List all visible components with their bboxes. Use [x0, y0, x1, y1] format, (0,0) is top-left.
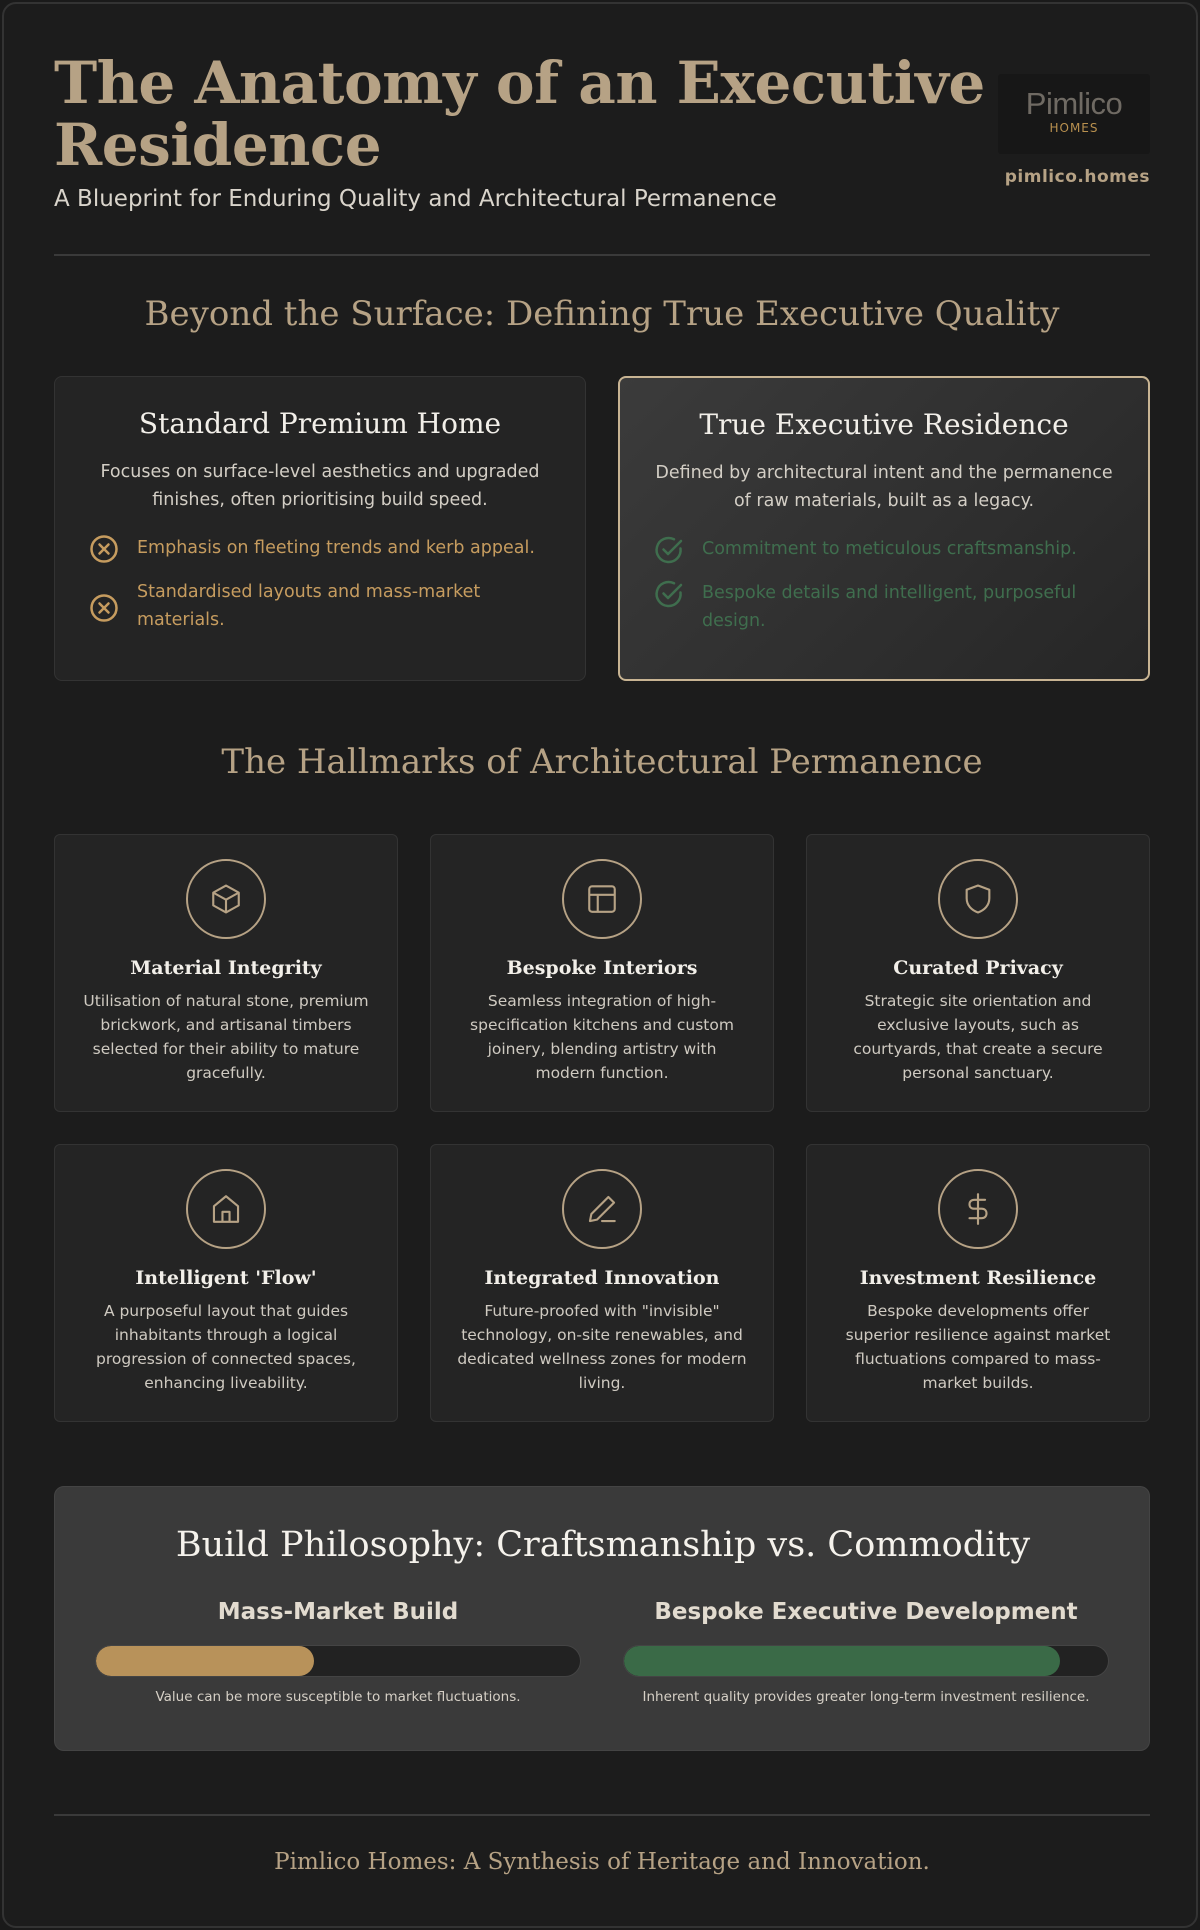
logo-wordmark: Pimlico: [1025, 86, 1123, 121]
check-circle-icon: [654, 535, 684, 565]
dollar-icon: [938, 1169, 1018, 1249]
pen-icon: [562, 1169, 642, 1249]
executive-residence-list: [648, 535, 1120, 635]
hallmark-title: Intelligent 'Flow': [135, 1267, 317, 1289]
cube-icon: [186, 859, 266, 939]
list-item: [648, 535, 1120, 565]
header-divider: [54, 254, 1150, 256]
hallmark-description: Seamless integration of high-specification kitchens and custom joinery, blending artistry with modern function.: [470, 992, 734, 1082]
executive-residence-description: Defined by architectural intent and the permanence of raw materials, built as a legacy.: [655, 463, 1113, 511]
executive-residence-title: True Executive Residence: [699, 408, 1069, 441]
shield-icon: [938, 859, 1018, 939]
hallmark-title: Investment Resilience: [859, 1267, 1097, 1289]
page-subtitle: A Blueprint for Enduring Quality and Architectural Permanence: [54, 186, 777, 212]
x-circle-icon: [89, 534, 119, 564]
house-icon: [186, 1169, 266, 1249]
hallmark-title: Integrated Innovation: [484, 1267, 720, 1289]
footer-tagline: Pimlico Homes: A Synthesis of Heritage and Innovation.: [274, 1849, 930, 1875]
hallmark-description: Strategic site orientation and exclusive layouts, such as courtyards, that create a secure personal sanctuary.: [853, 992, 1103, 1082]
hallmark-description: A purposeful layout that guides inhabitants through a logical progression of connected spaces, enhancing liveability.: [96, 1302, 356, 1392]
hallmarks-heading: The Hallmarks of Architectural Permanence: [221, 742, 983, 782]
list-item: [648, 579, 1120, 635]
bespoke-bar-track: [623, 1645, 1109, 1677]
bespoke-label: Bespoke Executive Development: [654, 1599, 1078, 1625]
logo-subtext: HOMES: [1049, 121, 1099, 135]
x-circle-icon: [89, 593, 119, 623]
mass-market-column: [95, 1599, 581, 1705]
bespoke-column: [623, 1599, 1109, 1705]
hallmark-description: Future-proofed with "invisible" technology, on-site renewables, and dedicated wellness zones for modern living.: [457, 1302, 747, 1392]
hallmark-curated-privacy: [806, 834, 1150, 1112]
standard-home-title: Standard Premium Home: [138, 407, 502, 440]
mass-market-label: Mass-Market Build: [217, 1599, 459, 1625]
page: [2, 2, 1198, 1928]
hallmark-investment-resilience: [806, 1144, 1150, 1422]
hallmark-intelligent-flow: [54, 1144, 398, 1422]
build-philosophy-panel: [54, 1486, 1150, 1751]
hallmark-title: Material Integrity: [130, 957, 322, 979]
hallmark-integrated-innovation: [430, 1144, 774, 1422]
footer-divider: [54, 1814, 1150, 1816]
mass-market-bar-fill: [96, 1646, 314, 1676]
standard-home-list: [83, 534, 557, 634]
list-item-text: Commitment to meticulous craftsmanship.: [702, 539, 1077, 559]
build-philosophy-heading: Build Philosophy: Craftsmanship vs. Commodity: [175, 1525, 1031, 1565]
standard-home-card: [54, 376, 586, 681]
list-item-text: Bespoke details and intelligent, purposeful design.: [702, 583, 1077, 631]
hallmark-title: Bespoke Interiors: [506, 957, 698, 979]
bespoke-note: Inherent quality provides greater long-term investment resilience.: [642, 1689, 1090, 1705]
check-circle-icon: [654, 579, 684, 609]
logo[interactable]: [998, 74, 1150, 154]
executive-residence-card: [618, 376, 1150, 681]
list-item: [83, 578, 557, 634]
hallmark-bespoke-interiors: [430, 834, 774, 1112]
hallmark-description: Bespoke developments offer superior resilience against market fluctuations compared to mass-market builds.: [845, 1302, 1111, 1392]
standard-home-description: Focuses on surface-level aesthetics and upgraded finishes, often prioritising build speed.: [100, 462, 540, 510]
hallmark-material-integrity: [54, 834, 398, 1112]
mass-market-bar-track: [95, 1645, 581, 1677]
list-item: [83, 534, 557, 564]
hallmark-title: Curated Privacy: [893, 957, 1063, 979]
mass-market-note: Value can be more susceptible to market fluctuations.: [155, 1689, 521, 1705]
list-item-text: Standardised layouts and mass-market materials.: [137, 582, 481, 630]
hallmark-description: Utilisation of natural stone, premium brickwork, and artisanal timbers selected for their ability to mature gracefully.: [83, 992, 369, 1082]
page-title: The Anatomy of an Executive Residence: [54, 49, 985, 179]
header: [54, 49, 1150, 252]
website-link[interactable]: pimlico.homes: [1004, 167, 1150, 187]
bespoke-bar-fill: [624, 1646, 1060, 1676]
list-item-text: Emphasis on fleeting trends and kerb appeal.: [137, 538, 535, 558]
layout-icon: [562, 859, 642, 939]
quality-heading: Beyond the Surface: Defining True Executive Quality: [144, 294, 1060, 334]
